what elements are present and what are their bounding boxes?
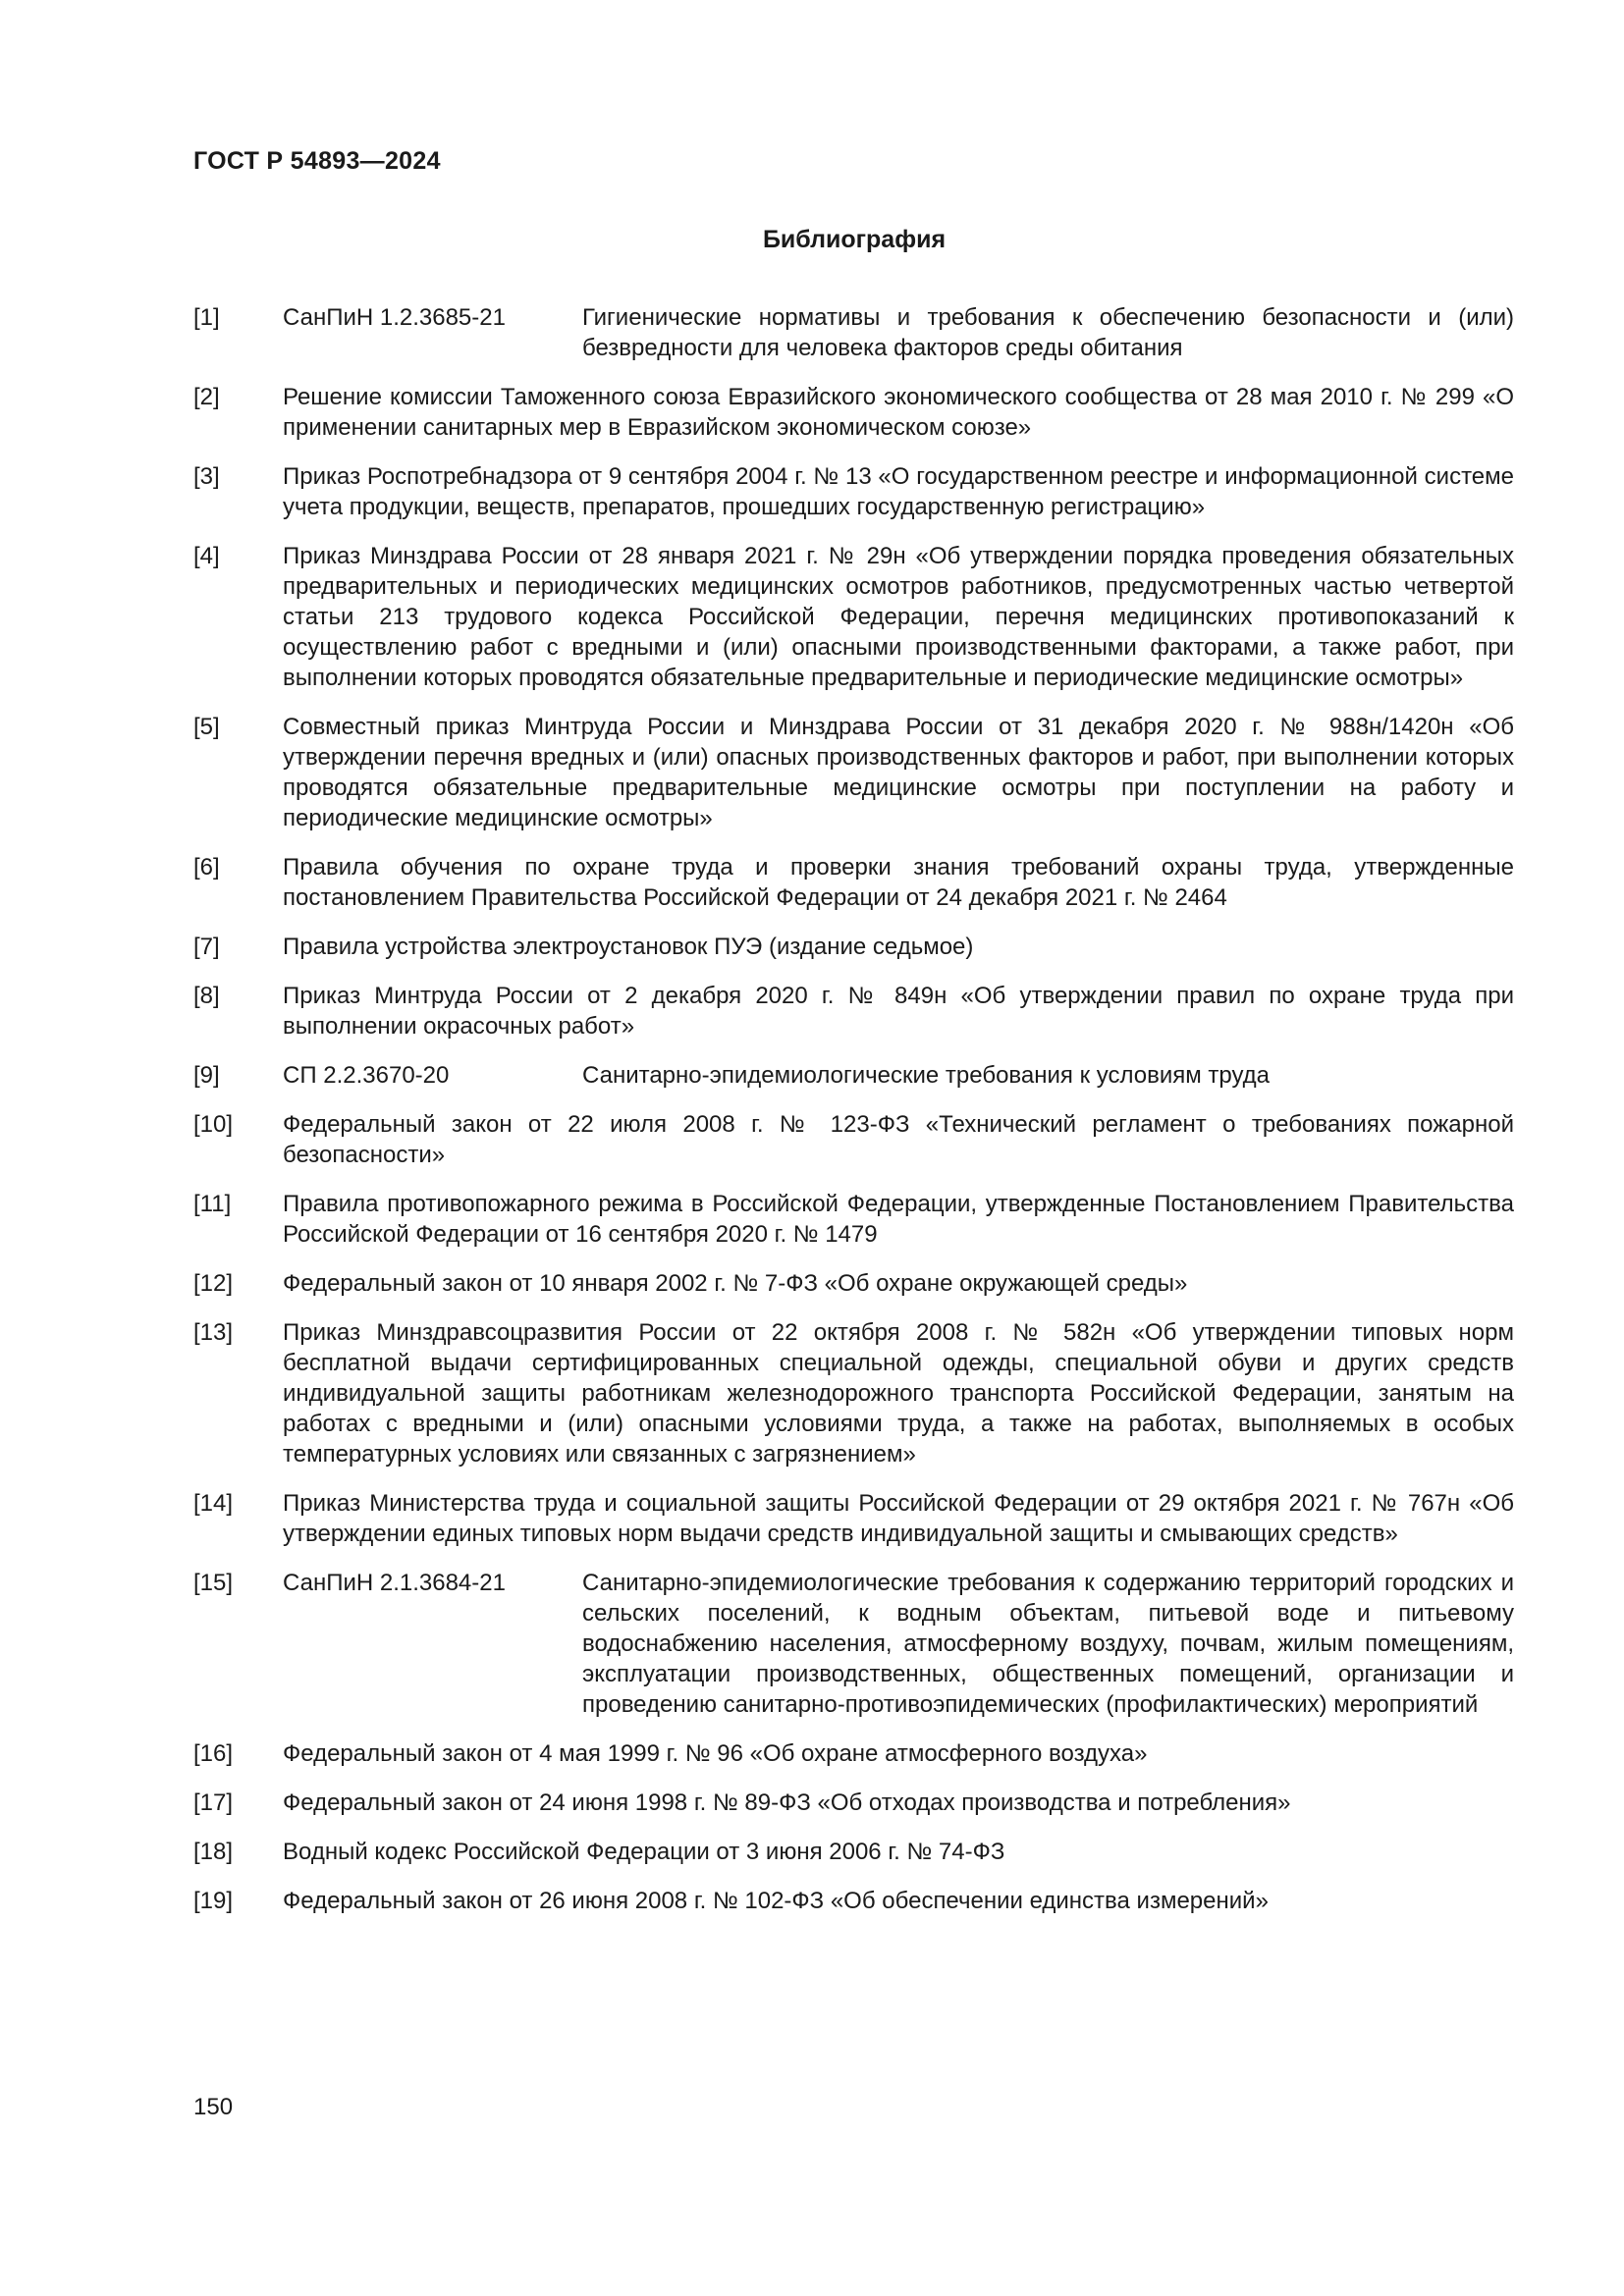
bibliography-list bbox=[193, 302, 1514, 1935]
bib-entry bbox=[193, 1317, 1514, 1469]
bib-entry-code: СанПиН 2.1.3684-21 bbox=[283, 1570, 506, 1596]
bib-entry-number: [7] bbox=[193, 934, 220, 960]
bib-entry bbox=[193, 1568, 1514, 1720]
bib-entry-text: Приказ Роспотребнадзора от 9 сентября 2004 г. № 13 «О государственном реестре и информационной системе учета продукции, веществ, препаратов, прошедших государственную регистрацию» bbox=[283, 463, 1514, 520]
bib-entry bbox=[193, 981, 1514, 1041]
bib-entry-text: Решение комиссии Таможенного союза Евразийского экономического сообщества от 28 мая 2010 г. № 299 «О применении санитарных мер в Евразийском экономическом союзе» bbox=[283, 384, 1514, 441]
bib-entry-number: [1] bbox=[193, 304, 220, 331]
document-header: ГОСТ Р 54893—2024 bbox=[193, 147, 441, 175]
bib-entry-number: [4] bbox=[193, 543, 220, 569]
bib-entry bbox=[193, 852, 1514, 913]
bib-entry-text: Федеральный закон от 4 мая 1999 г. № 96 «Об охране атмосферного воздуха» bbox=[283, 1740, 1148, 1767]
bib-entry-number: [13] bbox=[193, 1319, 234, 1346]
section-title: Библиография bbox=[762, 226, 947, 253]
bib-entry-number: [6] bbox=[193, 854, 220, 881]
bib-entry bbox=[193, 461, 1514, 522]
bib-entry bbox=[193, 1886, 1514, 1916]
bib-entry-number: [12] bbox=[193, 1270, 234, 1297]
bib-entry-text: Санитарно-эпидемиологические требования к содержанию территорий городских и сельских поселений, к водным объектам, питьевой воде и питьевому водоснабжению населения, атмосферному воздуху, почвам, жилым помещениям, эксплуатации производственных, общественных помещений, организации и проведению санитарно-противоэпидемических (профилактических) мероприятий bbox=[582, 1570, 1514, 1718]
bib-entry-number: [14] bbox=[193, 1490, 234, 1517]
bib-entry bbox=[193, 712, 1514, 833]
bib-entry bbox=[193, 541, 1514, 693]
bib-entry-number: [16] bbox=[193, 1740, 234, 1767]
bib-entry-number: [15] bbox=[193, 1570, 234, 1596]
bib-entry-text: Водный кодекс Российской Федерации от 3 июня 2006 г. № 74-ФЗ bbox=[283, 1839, 1005, 1865]
bib-entry-number: [5] bbox=[193, 714, 220, 740]
bib-entry bbox=[193, 1268, 1514, 1299]
bib-entry-text: Федеральный закон от 26 июня 2008 г. № 102-ФЗ «Об обеспечении единства измерений» bbox=[283, 1888, 1269, 1914]
bib-entry-number: [2] bbox=[193, 384, 220, 410]
bib-entry-text: Правила устройства электроустановок ПУЭ (издание седьмое) bbox=[283, 934, 974, 960]
bib-entry-text: Федеральный закон от 24 июня 1998 г. № 89-ФЗ «Об отходах производства и потребления» bbox=[283, 1789, 1291, 1816]
bib-entry-number: [3] bbox=[193, 463, 220, 490]
bib-entry bbox=[193, 1488, 1514, 1549]
bib-entry bbox=[193, 382, 1514, 443]
bib-entry-number: [17] bbox=[193, 1789, 234, 1816]
bib-entry bbox=[193, 1060, 1514, 1091]
page-number: 150 bbox=[193, 2094, 234, 2120]
bib-entry-text: Совместный приказ Минтруда России и Минздрава России от 31 декабря 2020 г. № 988н/1420н «Об утверждении перечня вредных и (или) опасных производственных факторов и работ, при выполнении которых проводятся обязательные предварительные медицинские осмотры при поступлении на работу и периодические медицинские осмотры» bbox=[283, 714, 1514, 831]
bib-entry-number: [11] bbox=[193, 1191, 232, 1217]
bib-entry bbox=[193, 1738, 1514, 1769]
bib-entry-code: СП 2.2.3670-20 bbox=[283, 1062, 450, 1089]
bib-entry bbox=[193, 1189, 1514, 1250]
bib-entry-text: Приказ Минздравсоцразвития России от 22 октября 2008 г. № 582н «Об утверждении типовых норм бесплатной выдачи сертифицированных специальной одежды, специальной обуви и других средств индивидуальной защиты работникам железнодорожного транспорта Российской Федерации, занятым на работах с вредными и (или) опасными условиями труда, а также на работах, выполняемых в особых температурных условиях или связанных с загрязнением» bbox=[283, 1319, 1514, 1468]
bib-entry-number: [8] bbox=[193, 983, 220, 1009]
bib-entry bbox=[193, 932, 1514, 962]
bib-entry bbox=[193, 1109, 1514, 1170]
bib-entry-number: [10] bbox=[193, 1111, 234, 1138]
bib-entry-text: Федеральный закон от 22 июля 2008 г. № 123-ФЗ «Технический регламент о требованиях пожарной безопасности» bbox=[283, 1111, 1514, 1168]
bib-entry-text: Приказ Минздрава России от 28 января 2021 г. № 29н «Об утверждении порядка проведения обязательных предварительных и периодических медицинских осмотров работников, предусмотренных частью четвертой статьи 213 трудового кодекса Российской Федерации, перечня медицинских противопоказаний к осуществлению работ с вредными и (или) опасными производственными факторами, а также работ, при выполнении которых проводятся обязательные предварительные и периодические медицинские осмотры» bbox=[283, 543, 1514, 691]
bib-entry-text: Приказ Министерства труда и социальной защиты Российской Федерации от 29 октября 2021 г. № 767н «Об утверждении единых типовых норм выдачи средств индивидуальной защиты и смывающих средств» bbox=[283, 1490, 1514, 1547]
bib-entry-number: [19] bbox=[193, 1888, 234, 1914]
bib-entry-code: СанПиН 1.2.3685-21 bbox=[283, 304, 506, 331]
bib-entry-text: Гигиенические нормативы и требования к обеспечению безопасности и (или) безвредности для человека факторов среды обитания bbox=[582, 304, 1514, 361]
bib-entry bbox=[193, 1837, 1514, 1867]
bib-entry bbox=[193, 302, 1514, 363]
bib-entry-text: Федеральный закон от 10 января 2002 г. № 7-ФЗ «Об охране окружающей среды» bbox=[283, 1270, 1188, 1297]
bib-entry-number: [18] bbox=[193, 1839, 234, 1865]
bib-entry bbox=[193, 1788, 1514, 1818]
bib-entry-text: Правила противопожарного режима в Российской Федерации, утвержденные Постановлением Правительства Российской Федерации от 16 сентября 2020 г. № 1479 bbox=[283, 1191, 1514, 1248]
bib-entry-number: [9] bbox=[193, 1062, 220, 1089]
bib-entry-text: Правила обучения по охране труда и проверки знания требований охраны труда, утвержденные постановлением Правительства Российской Федерации от 24 декабря 2021 г. № 2464 bbox=[283, 854, 1514, 911]
bib-entry-text: Приказ Минтруда России от 2 декабря 2020 г. № 849н «Об утверждении правил по охране труда при выполнении окрасочных работ» bbox=[283, 983, 1514, 1040]
bib-entry-text: Санитарно-эпидемиологические требования к условиям труда bbox=[582, 1062, 1271, 1089]
